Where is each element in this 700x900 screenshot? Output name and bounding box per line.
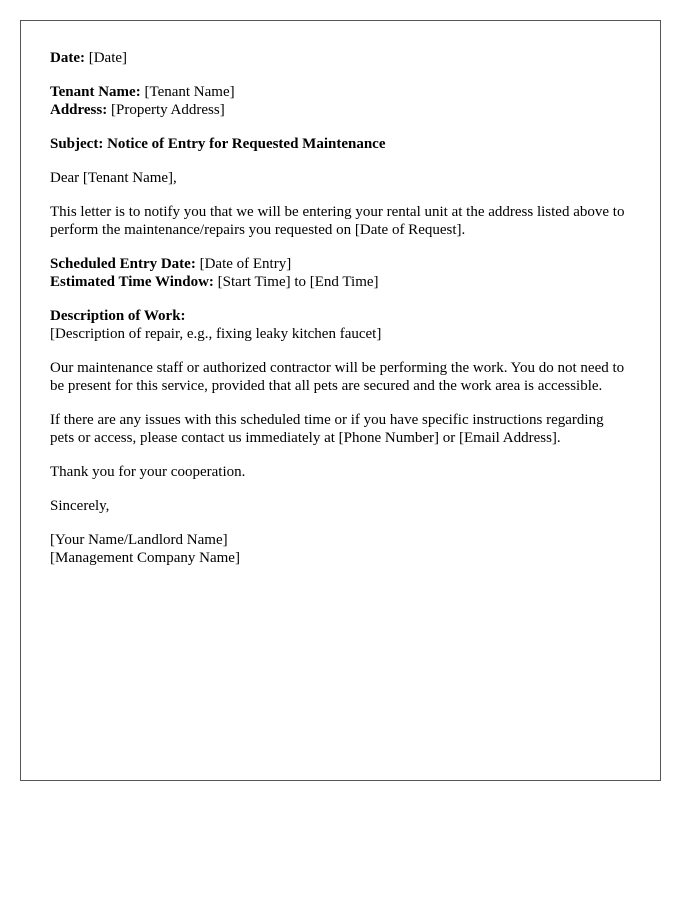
- tenant-name-value: [Tenant Name]: [144, 84, 235, 100]
- intro-paragraph: This letter is to notify you that we will be entering your rental unit at the address listed above to perform the maintenance/repairs you requested on [Date of Request].: [50, 204, 625, 238]
- closing-line: Sincerely,: [50, 498, 110, 514]
- address-label: Address:: [50, 102, 108, 118]
- address-value: [Property Address]: [110, 102, 225, 118]
- entry-date-label: Scheduled Entry Date:: [50, 256, 196, 272]
- date-value: [Date]: [88, 50, 128, 66]
- time-window-line: [50, 273, 631, 291]
- signature-block: [50, 531, 631, 567]
- subject-line: [50, 135, 631, 153]
- thanks-line: Thank you for your cooperation.: [50, 464, 246, 480]
- entry-date-line: [50, 255, 631, 273]
- signer-name: [Your Name/Landlord Name]: [50, 532, 228, 548]
- date-label: Date:: [50, 50, 85, 66]
- time-window-value: [Start Time] to [End Time]: [217, 274, 379, 290]
- letter-page: [20, 20, 661, 781]
- time-window-label: Estimated Time Window:: [50, 274, 214, 290]
- staff-paragraph: Our maintenance staff or authorized contractor will be performing the work. You do not need to be present for this service, provided that all pets are secured and the work area is accessible.: [50, 360, 625, 394]
- schedule-block: [50, 255, 631, 291]
- subject-text: Subject: Notice of Entry for Requested Maintenance: [50, 136, 386, 152]
- date-line: [50, 49, 631, 67]
- work-block: [50, 307, 631, 343]
- tenant-name-line: [50, 83, 631, 101]
- issues-paragraph: If there are any issues with this scheduled time or if you have specific instructions regarding pets or access, please contact us immediately at [Phone Number] or [Email Address].: [50, 412, 604, 446]
- work-value: [Description of repair, e.g., fixing leaky kitchen faucet]: [50, 326, 382, 342]
- salutation: Dear [Tenant Name],: [50, 170, 177, 186]
- tenant-block: [50, 83, 631, 119]
- work-label: Description of Work:: [50, 308, 186, 324]
- address-line: [50, 101, 631, 119]
- tenant-name-label: Tenant Name:: [50, 84, 141, 100]
- company-name: [Management Company Name]: [50, 550, 240, 566]
- entry-date-value: [Date of Entry]: [199, 256, 292, 272]
